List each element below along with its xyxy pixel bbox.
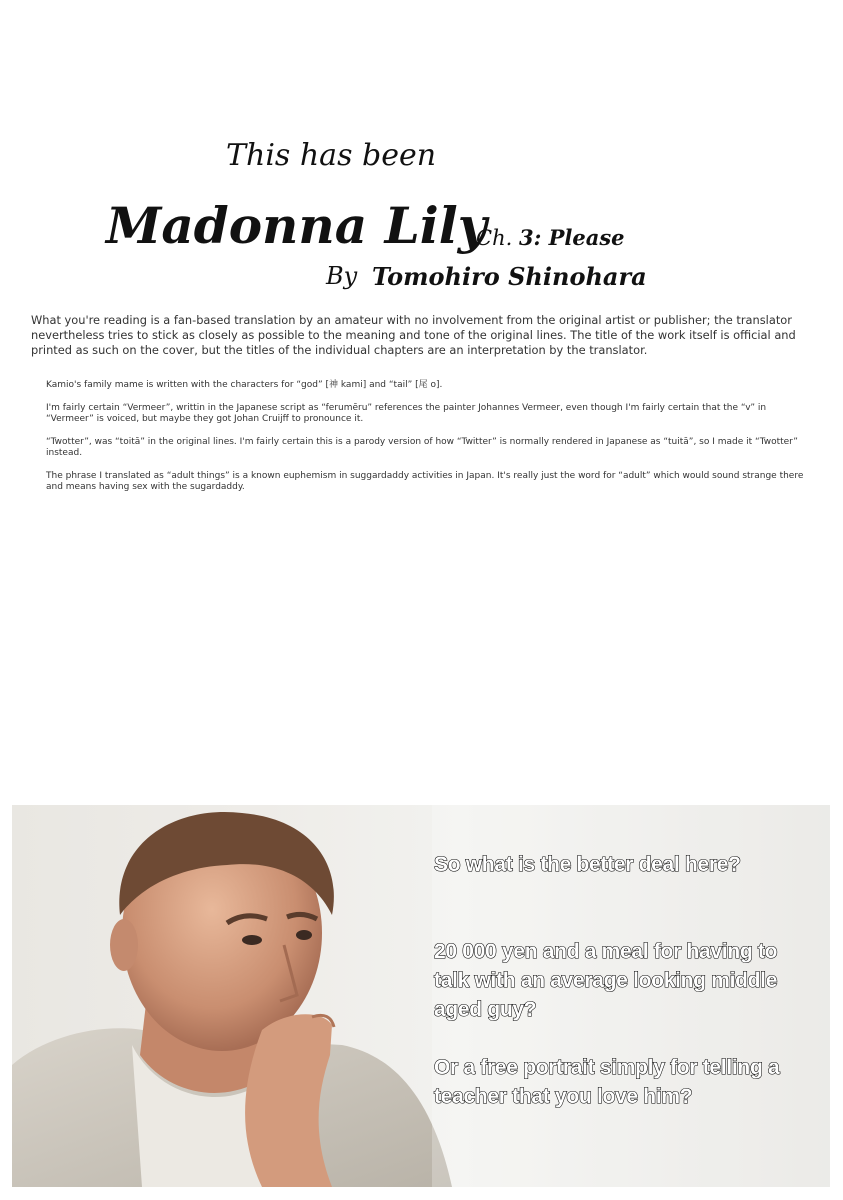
note-item: The phrase I translated as “adult things” is a known euphemism in suggardaddy activities in Japan. It's really just the word for “adult” which would sound strange there and means having sex with the sugardaddy. [46, 470, 804, 492]
note-item: Kamio's family mame is written with the characters for “god” [神 kami] and “tail” [尾 o]. [46, 380, 443, 390]
translation-disclaimer: What you're reading is a fan-based translation by an amateur with no involvement from the original artist or publisher; the translator nevertheless tries to stick as closely as possible to the meaning and tone of the original lines. The title of the work itself is official and printed as such on the cover, but the titles of the individual chapters are an interpretation by the translator. [31, 313, 796, 357]
meme-caption-option-two: Or a free portrait simply for telling a teacher that you love him? [434, 1056, 780, 1108]
work-title: Madonna Lily [106, 196, 487, 255]
note-item: “Twotter”, was “toitā” in the original lines. I'm fairly certain this is a parody version of how “Twitter” is normally rendered in Japanese as “tuitā”, so I made it “Twotter” instead. [46, 436, 798, 458]
by-label: By [326, 262, 358, 290]
meme-image [12, 805, 830, 1187]
author-name: Tomohiro Shinohara [372, 262, 647, 291]
translator-notes [46, 380, 806, 505]
note-item: I'm fairly certain “Vermeer”, writtin in the Japanese script as “ferumēru” references the painter Johannes Vermeer, even though I'm fairly certain that the “v” in “Vermeer” is voiced, but maybe they got Johan Cruijff to pronounce it. [46, 402, 767, 424]
chapter-name: 3: Please [518, 225, 625, 250]
meme-caption-question: So what is the better deal here? [434, 853, 741, 876]
chapter-title [476, 225, 625, 250]
meme-caption-option-one: 20 000 yen and a meal for having to talk with an average looking middle aged guy? [434, 940, 778, 1021]
chapter-prefix: Ch. [476, 226, 519, 250]
header-this-has-been: This has been [226, 138, 437, 173]
